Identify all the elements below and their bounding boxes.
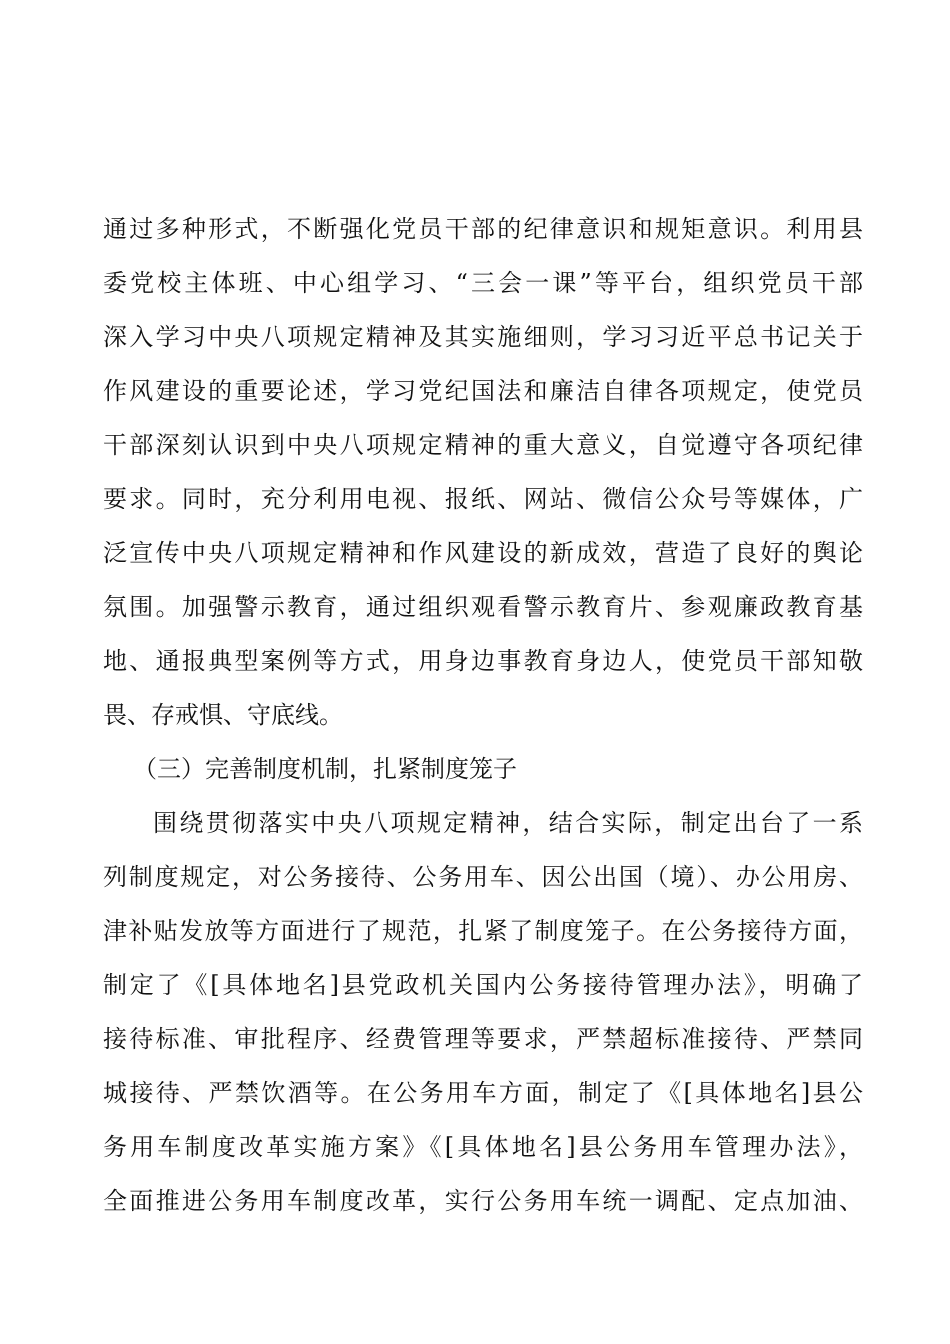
body-text-line: 作风建设的重要论述，学习党纪国法和廉洁自律各项规定，使党员 — [103, 377, 863, 405]
body-text-line: 要求。同时，充分利用电视、报纸、网站、微信公众号等媒体，广 — [103, 485, 863, 513]
body-text-line: 接待标准、审批程序、经费管理等要求，严禁超标准接待、严禁同 — [103, 1025, 863, 1053]
body-text-line: 全面推进公务用车制度改革，实行公务用车统一调配、定点加油、 — [103, 1187, 863, 1215]
body-text-line: 干部深刻认识到中央八项规定精神的重大意义，自觉遵守各项纪律 — [103, 431, 863, 459]
body-text-line: 委党校主体班、中心组学习、“三会一课”等平台，组织党员干部 — [103, 269, 863, 297]
body-text-line: 畏、存戒惧、守底线。 — [103, 701, 343, 729]
body-text-line: 制定了《[具体地名]县党政机关国内公务接待管理办法》，明确了 — [103, 971, 863, 999]
body-text-line: 津补贴发放等方面进行了规范，扎紧了制度笼子。在公务接待方面， — [103, 917, 863, 945]
section-heading: （三）完善制度机制，扎紧制度笼子 — [133, 755, 517, 783]
body-text-line: 务用车制度改革实施方案》《[具体地名]县公务用车管理办法》， — [103, 1133, 863, 1161]
body-text-line: 通过多种形式，不断强化党员干部的纪律意识和规矩意识。利用县 — [103, 215, 863, 243]
body-text-line: 氛围。加强警示教育，通过组织观看警示教育片、参观廉政教育基 — [103, 593, 863, 621]
body-text-line: 泛宣传中央八项规定精神和作风建设的新成效，营造了良好的舆论 — [103, 539, 863, 567]
body-text-line: 围绕贯彻落实中央八项规定精神，结合实际，制定出台了一系 — [153, 809, 863, 837]
body-text-line: 地、通报典型案例等方式，用身边事教育身边人，使党员干部知敬 — [103, 647, 863, 675]
body-text-line: 城接待、严禁饮酒等。在公务用车方面，制定了《[具体地名]县公 — [103, 1079, 863, 1107]
body-text-line: 列制度规定，对公务接待、公务用车、因公出国（境）、办公用房、 — [103, 863, 863, 891]
body-text-line: 深入学习中央八项规定精神及其实施细则，学习习近平总书记关于 — [103, 323, 863, 351]
